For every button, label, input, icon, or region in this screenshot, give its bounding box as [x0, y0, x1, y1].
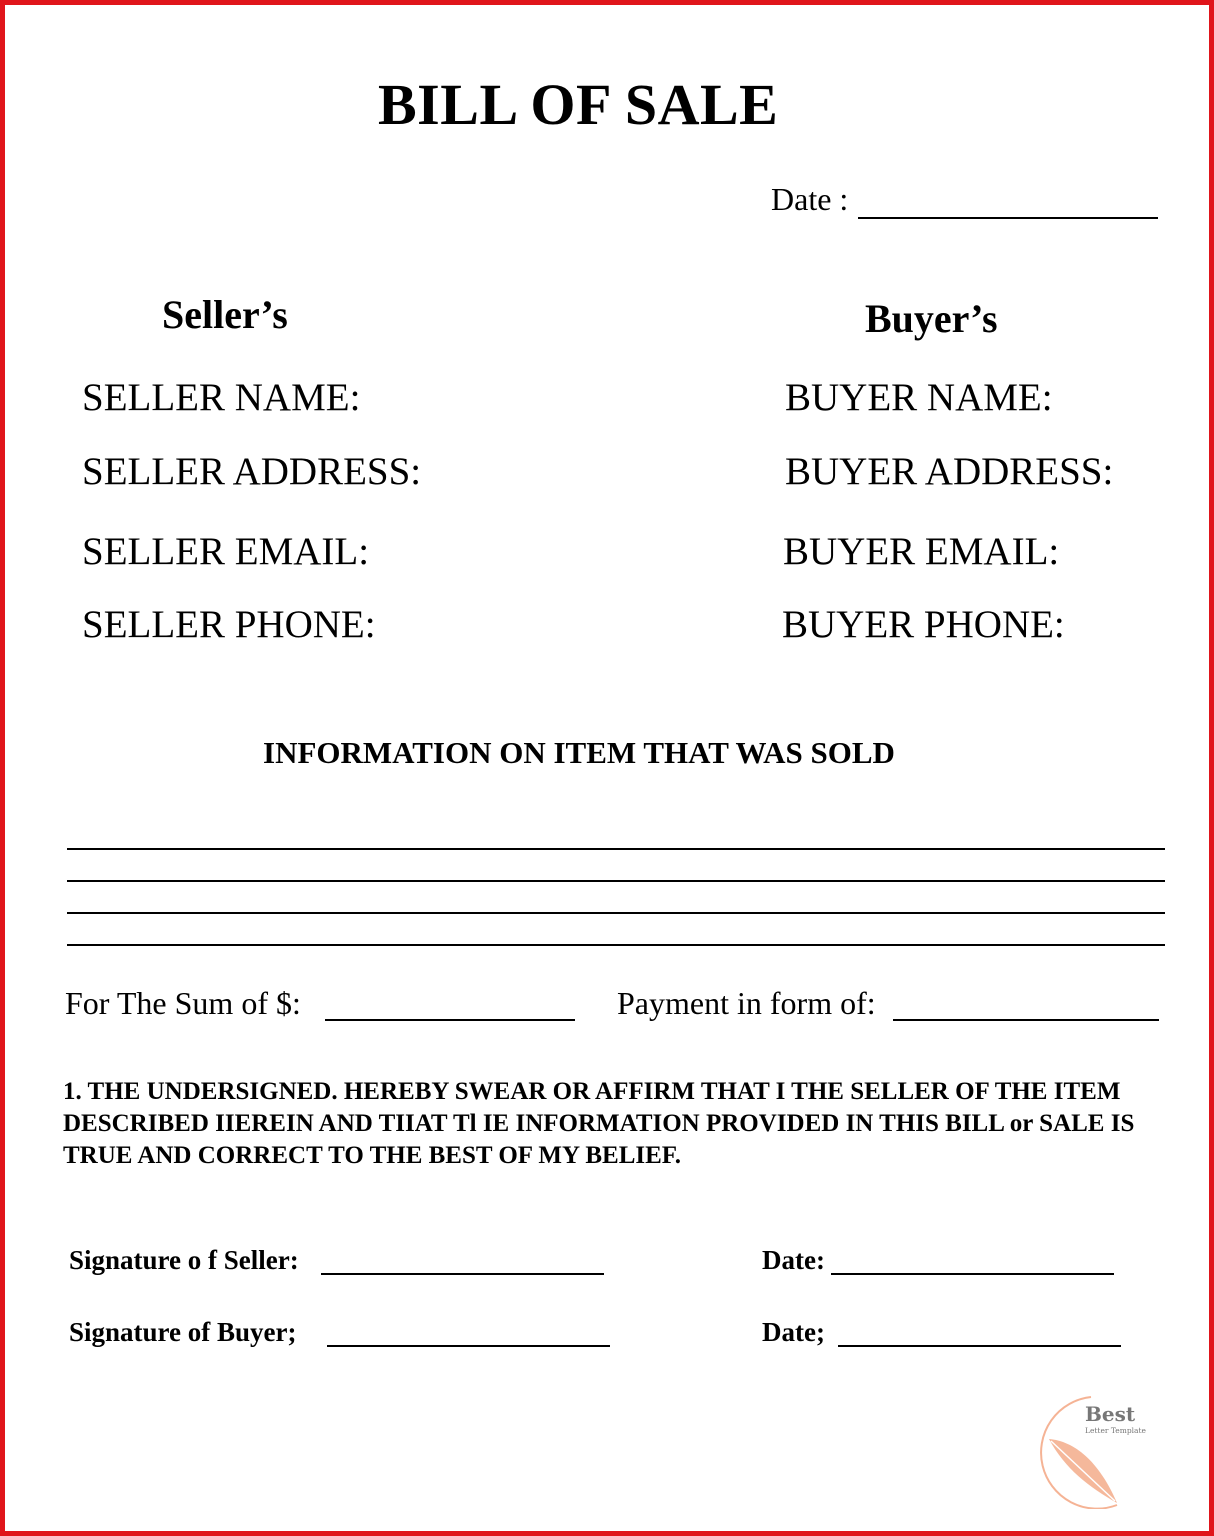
payment-label: Payment in form of:: [617, 985, 876, 1021]
page-title: BILL OF SALE: [378, 72, 779, 137]
item-description-line[interactable]: [67, 848, 1165, 850]
date-field-line[interactable]: [858, 217, 1158, 219]
sum-label: For The Sum of $:: [65, 985, 301, 1021]
seller-signature-label: Signature o f Seller:: [69, 1245, 299, 1275]
best-letter-template-logo: [1029, 1391, 1159, 1509]
seller-email-label: SELLER EMAIL:: [82, 530, 370, 573]
seller-signature-line[interactable]: [321, 1273, 604, 1275]
payment-field-line[interactable]: [893, 1019, 1159, 1021]
buyer-name-label: BUYER NAME:: [785, 376, 1053, 419]
date-label: Date :: [771, 181, 849, 217]
buyer-date-line[interactable]: [838, 1345, 1121, 1347]
item-description-line[interactable]: [67, 912, 1165, 914]
item-description-line[interactable]: [67, 880, 1165, 882]
affirmation-text: 1. THE UNDERSIGNED. HEREBY SWEAR OR AFFIRM THAT I THE SELLER OF THE ITEM DESCRIBED IIEREIN AND TIIAT Tl IE INFORMATION PROVIDED IN THIS BILL or SALE IS TRUE AND CORRECT TO THE BEST OF MY BELIEF.: [63, 1078, 1135, 1169]
buyer-address-label: BUYER ADDRESS:: [785, 450, 1114, 493]
buyer-signature-line[interactable]: [327, 1345, 610, 1347]
seller-address-label: SELLER ADDRESS:: [82, 450, 422, 493]
logo-word: Best: [1085, 1402, 1136, 1426]
buyer-signature-label: Signature of Buyer;: [69, 1317, 297, 1347]
seller-heading: Seller’s: [162, 292, 288, 337]
item-section-title: INFORMATION ON ITEM THAT WAS SOLD: [263, 735, 895, 770]
seller-phone-label: SELLER PHONE:: [82, 603, 376, 646]
logo-tagline: Letter Template: [1085, 1426, 1146, 1435]
seller-name-label: SELLER NAME:: [82, 376, 361, 419]
buyer-phone-label: BUYER PHONE:: [782, 603, 1065, 646]
seller-signature-date-label: Date:: [762, 1245, 825, 1275]
item-description-line[interactable]: [67, 944, 1165, 946]
seller-date-line[interactable]: [831, 1273, 1114, 1275]
buyer-signature-date-label: Date;: [762, 1317, 825, 1347]
buyer-heading: Buyer’s: [865, 296, 998, 341]
buyer-email-label: BUYER EMAIL:: [783, 530, 1060, 573]
sum-field-line[interactable]: [325, 1019, 575, 1021]
